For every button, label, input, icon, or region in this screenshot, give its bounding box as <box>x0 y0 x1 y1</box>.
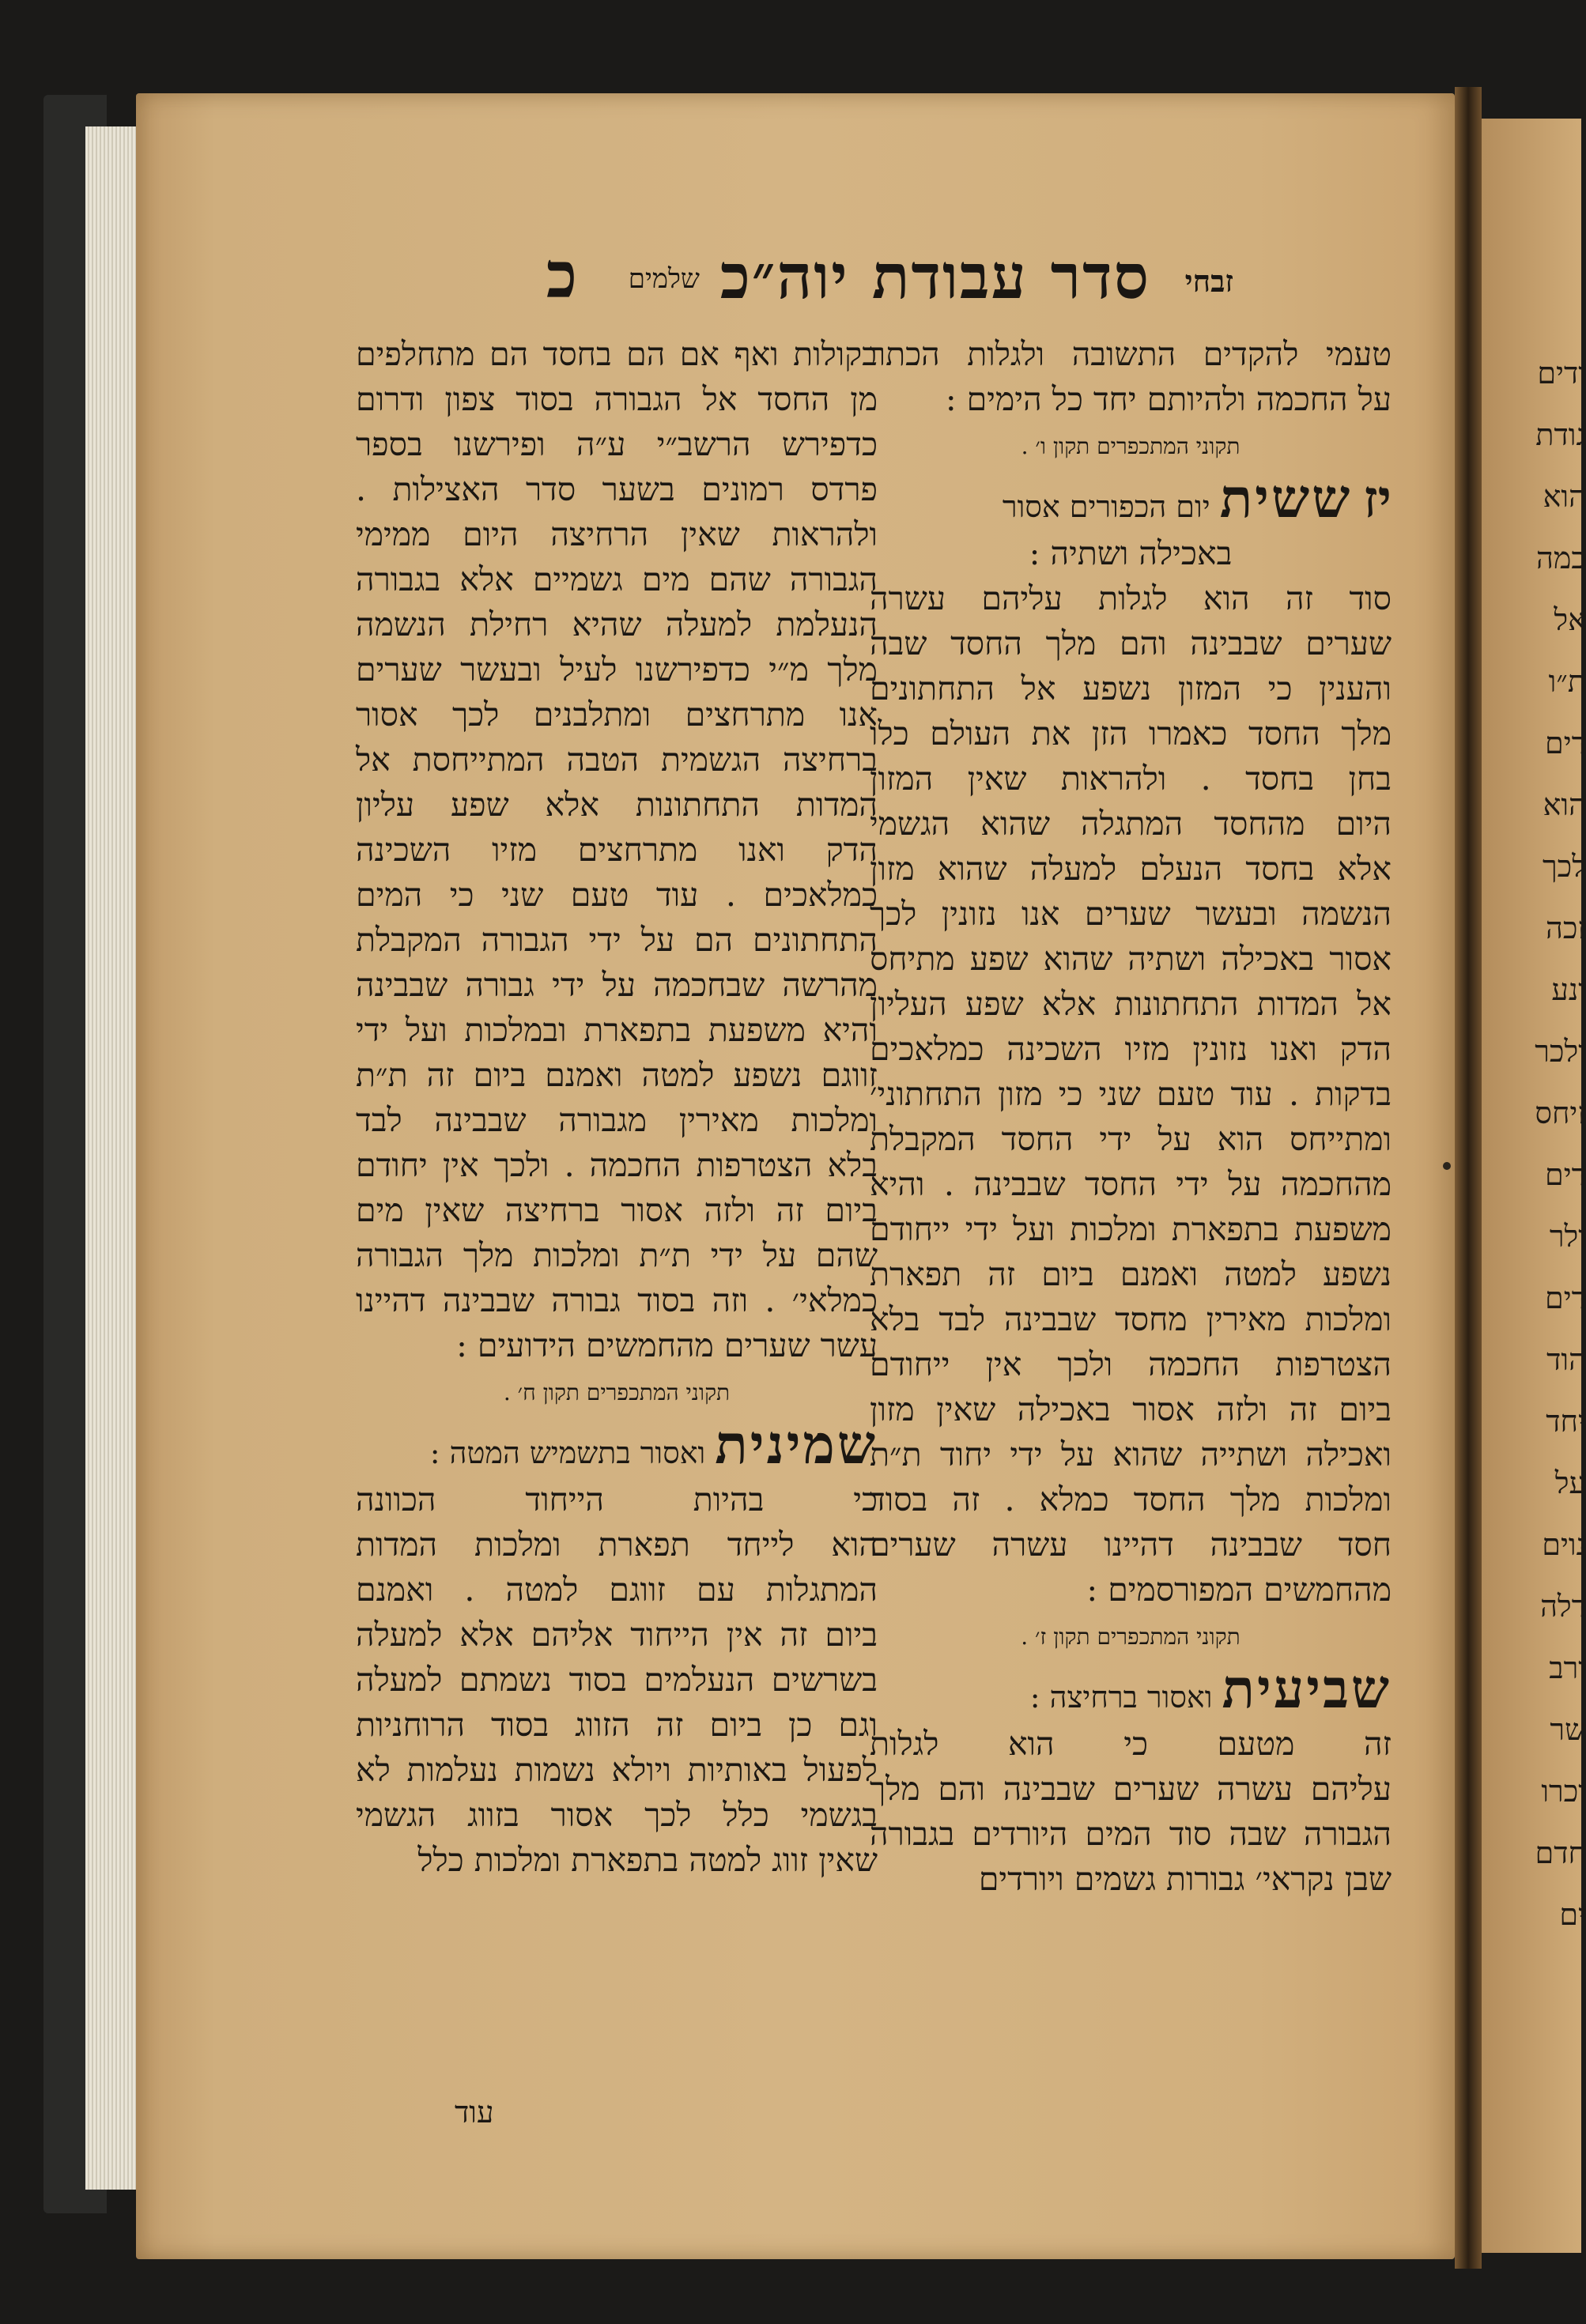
text-line: ומלכות מאירין מגבורה שבבינה לבד <box>356 1101 878 1139</box>
text-line: זה מטעם כי הוא לגלות <box>870 1725 1392 1763</box>
text-line: הדק ואנו נזונין מזיו השכינה כמלאכים <box>870 1030 1392 1068</box>
text-line: ומלכות מלך החסד כמלא . זה בסוד <box>870 1481 1392 1519</box>
text-line: כדפירש הרשב״י ע״ה ופירשנו בספר <box>356 425 878 463</box>
text-line: הגבורה שהם מים גשמיים אלא בגבורה <box>356 560 878 598</box>
section-reference: תקוני המתכפרים תקון ז׳ . <box>1021 1624 1240 1650</box>
next-page-fragment: יחד <box>1546 1404 1586 1439</box>
next-page-fragment: וכרו <box>1541 1774 1586 1809</box>
text-line: והענין כי המזון נשפע אל התחתונים <box>870 670 1392 707</box>
text-line: ביום זה אין הייחוד אליהם אלא למעלה <box>356 1616 878 1654</box>
header-left-word: זבחי <box>1184 263 1233 299</box>
page-number: כ <box>546 238 577 312</box>
text-line: מהחכמה על ידי החסד שבבינה . והיא <box>870 1165 1392 1203</box>
catchword: עוד <box>455 2095 494 2130</box>
section-subtitle: ואסור בתשמיש המטה : <box>429 1436 706 1470</box>
text-line: וגם כן ביום זה הזווג בסוד הרוחניות <box>356 1706 878 1744</box>
section-title: ששית <box>1219 467 1353 530</box>
next-page-fragment: שר <box>1550 1712 1586 1747</box>
next-page-fragment: ודים <box>1537 356 1586 390</box>
text-line: עשר שערים מהחמשים הידועים : <box>456 1326 878 1364</box>
next-page-fragment: ים <box>1559 1897 1586 1932</box>
text-line: שבן נקראי׳ גבורות גשמים ויורדים <box>978 1860 1392 1898</box>
next-page-fragment: זכה <box>1545 911 1586 945</box>
section-subtitle: ואסור ברחיצה : <box>1029 1680 1213 1715</box>
text-line: זווגם נשפע למטה ואמנם ביום זה ת״ת <box>356 1056 878 1094</box>
section-reference: תקוני המתכפרים תקון ח׳ . <box>503 1379 731 1405</box>
text-line: אסור באכילה ושתיה שהוא שפע מתיחס <box>870 940 1392 978</box>
page-title: סדר עבודת יוה״כ <box>719 241 1150 313</box>
text-line: נשפע למטה ואמנם ביום זה תפארת <box>870 1255 1392 1293</box>
text-line: אנו מתרחצים ומתלבנים לכך אסור <box>356 696 878 734</box>
text-line: שהם על ידי ת״ת ומלכות מלך הגבורה <box>356 1236 878 1274</box>
section-subtitle: יום הכפורים אסור <box>1002 489 1210 524</box>
text-line: מהרשה שבחכמה על ידי גבורה שבבינה <box>356 966 878 1004</box>
text-line: מהחמשים המפורסמים : <box>1086 1571 1392 1609</box>
text-line: מלך החסד כאמרו הזן את העולם כלו <box>870 715 1392 753</box>
text-line: כמלאכים . עוד טעם שני כי המים <box>356 876 878 914</box>
text-line: הצטרפות החכמה ולכך אין ייחודם <box>870 1345 1392 1383</box>
text-line: בחן בחסד . ולהראות שאין המזון <box>870 760 1392 798</box>
next-page-fragment: ת״ו <box>1548 664 1586 699</box>
next-page-fragment: הוא <box>1543 787 1586 822</box>
text-line: היום מהחסד המתגלה שהוא הגשמי <box>870 805 1392 843</box>
text-line: המתגלות עם זווגם למטה . ואמנם <box>356 1571 878 1609</box>
page-mark <box>1443 1162 1451 1170</box>
next-page-fragment: חדם <box>1535 1835 1586 1870</box>
section-number: יז <box>1363 468 1392 530</box>
section-heading-seventh <box>870 1658 1392 1722</box>
next-page-fragment: זיחס <box>1535 1096 1586 1130</box>
text-line: ומלכות מאירין מחסד שבבינה לבד בלא <box>870 1300 1392 1338</box>
text-line: בדקות . עוד טעם שני כי מזון התחתוני׳ <box>870 1075 1392 1113</box>
text-column-left <box>356 332 878 2087</box>
text-line: בגשמי כלל לכך אסור בזווג הגשמי <box>356 1796 878 1834</box>
text-line: הגבורה שבה סוד המים היורדים בגבורה <box>870 1815 1392 1853</box>
section-subtitle-cont: באכילה ושתיה : <box>1029 534 1233 572</box>
text-line: ביום זה ולזה אסור באכילה שאין מזון <box>870 1390 1392 1428</box>
section-heading-eighth <box>356 1413 878 1477</box>
text-line: הוא לייחד תפארת ומלכות המדות <box>356 1526 878 1564</box>
text-line: טעמי להקדים התשובה ולגלות הכתר <box>870 335 1392 373</box>
text-column-right <box>870 332 1392 2087</box>
text-line: ואכילה ושתייה שהוא על ידי יחוד ת״ת <box>870 1436 1392 1473</box>
next-page-fragment: דים <box>1545 1157 1586 1192</box>
text-line: לפעול באותיות ויולא נשמות נעלמות לא <box>356 1751 878 1789</box>
next-page-fragment: ולכר <box>1535 1034 1586 1069</box>
text-line: על החכמה ולהיותם יחד כל הימים : <box>945 380 1392 418</box>
next-page-edge <box>1482 119 1586 2253</box>
book-gutter <box>1455 87 1482 2269</box>
section-reference: תקוני המתכפרים תקון ו׳ . <box>1021 433 1240 459</box>
next-page-fragment: ולר <box>1549 1219 1586 1254</box>
next-page-fragment: אל <box>1554 602 1586 637</box>
section-title: שביעית <box>1222 1658 1392 1721</box>
text-line: הנעלמת למעלה שהיא רחילת הנשמה <box>356 606 878 643</box>
next-page-fragment: הוא <box>1543 479 1586 514</box>
text-line: שאין זווג למטה בתפארת ומלכות כלל <box>417 1841 878 1879</box>
text-line: שערים שבבינה והם מלך החסד שבה <box>870 624 1392 662</box>
next-page-fragment: ורב <box>1549 1651 1586 1685</box>
text-line: כמלאי׳ . וזה בסוד גבורה שבבינה דהיינו <box>356 1281 878 1319</box>
page-header <box>411 238 1233 313</box>
text-line: אל המדות התחתונות אלא שפע העליון <box>870 985 1392 1023</box>
text-line: אלא בחסד הנעלם למעלה שהוא מזון <box>870 850 1392 888</box>
next-page-fragment: ונע <box>1551 972 1586 1007</box>
section-heading-sixth <box>870 467 1392 531</box>
text-line: התחתונים הם על ידי הגבורה המקבלת <box>356 921 878 959</box>
text-line: כי בהיות הייחוד הכוונה <box>356 1481 878 1519</box>
next-page-fragment: הוד <box>1546 1342 1586 1377</box>
next-page-fragment: לכך <box>1542 849 1586 884</box>
next-page-fragment: נוים <box>1542 1527 1586 1562</box>
text-line: והיא משפעת בתפארת ובמלכות ועל ידי <box>356 1011 878 1049</box>
text-line: משפעת בתפארת ומלכות ועל ידי ייחודם <box>870 1210 1392 1248</box>
next-page-fragment: דים <box>1545 726 1586 760</box>
header-small-word: שלמים <box>628 263 700 295</box>
text-line: בלא הצטרפות החכמה . ולכך אין יחודם <box>356 1146 878 1184</box>
next-page-fragment: על <box>1554 1466 1586 1500</box>
text-line: ומתייחס הוא על ידי החסד המקבלת <box>870 1120 1392 1158</box>
next-page-fragment: דלה <box>1540 1589 1586 1624</box>
text-line: הנשמה ובעשר שערים אנו נזונין לכך <box>870 895 1392 933</box>
text-line: פרדס רמונים בשער סדר האצילות . <box>356 470 878 508</box>
next-page-fragment: כמה <box>1536 541 1586 575</box>
text-line: הדק ואנו מתרחצים מזיו השכינה <box>356 831 878 869</box>
text-line: מן החסד אל הגבורה בסוד צפון ודרום <box>356 380 878 418</box>
text-line: בשרשים הנעלמים בסוד נשמתם למעלה <box>356 1661 878 1699</box>
text-line: חסד שבבינה דהיינו עשרה שערים <box>870 1526 1392 1564</box>
text-line: עליהם עשרה שערים שבבינה והם מלך <box>870 1770 1392 1808</box>
next-page-fragment: גודת <box>1535 417 1586 452</box>
next-page-fragment: דים <box>1545 1281 1586 1315</box>
text-line: ולהראות שאין הרחיצה היום ממימי <box>356 515 878 553</box>
text-line: בקולות ואף אם הם בחסד הם מתחלפים <box>356 335 878 373</box>
text-line: ברחיצה הגשמית הטבה המתייחסת אל <box>356 741 878 779</box>
section-title: שמינית <box>715 1413 878 1477</box>
text-line: סוד זה הוא לגלות עליהם עשרה <box>870 579 1392 617</box>
text-line: המדות התחתונות אלא שפע עליון <box>356 786 878 824</box>
text-line: מלך מ״י כדפירשנו לעיל ובעשר שערים <box>356 651 878 689</box>
text-line: ביום זה ולזה אסור ברחיצה שאין מים <box>356 1191 878 1229</box>
